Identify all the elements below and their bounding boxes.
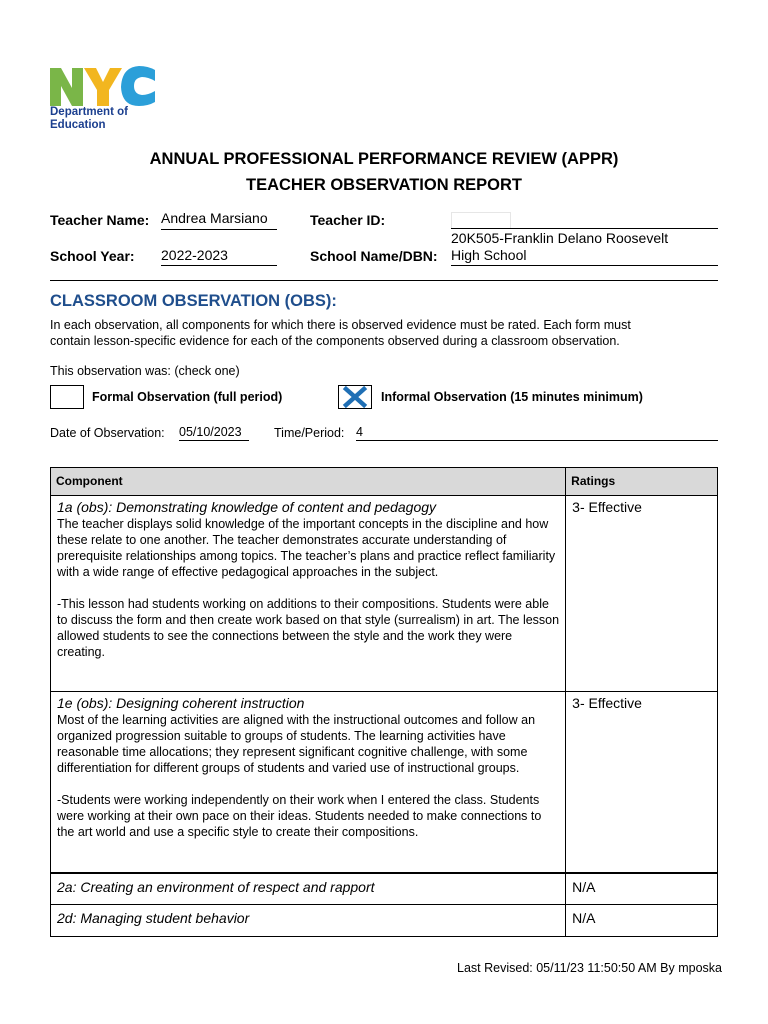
component-column-header: Component xyxy=(51,468,566,496)
time-value: 4 xyxy=(356,425,718,441)
component-title: 1a (obs): Demonstrating knowledge of content and pedagogy xyxy=(57,499,437,515)
component-title: 2a: Creating an environment of respect and rapport xyxy=(57,878,375,895)
rating-value: N/A xyxy=(572,878,596,895)
rating-cell xyxy=(566,873,718,905)
header-divider xyxy=(50,280,718,281)
school-name-line2: High School xyxy=(451,247,718,266)
teacher-id-label: Teacher ID: xyxy=(310,212,386,228)
dept-line2: Education xyxy=(50,119,106,131)
formal-observation-label: Formal Observation (full period) xyxy=(92,390,283,404)
component-cell xyxy=(51,905,566,937)
informal-observation-checkbox[interactable] xyxy=(338,385,372,409)
ratings-column-header: Ratings xyxy=(566,468,718,496)
table-header-row xyxy=(51,468,718,496)
section-intro xyxy=(50,318,720,349)
table-row xyxy=(51,873,718,905)
teacher-id-underline xyxy=(451,228,718,229)
check-prompt: This observation was: (check one) xyxy=(50,364,240,378)
last-revised: Last Revised: 05/11/23 11:50:50 AM By mposka xyxy=(457,961,722,975)
table-row xyxy=(51,692,718,873)
school-name-line1: 20K505-Franklin Delano Roosevelt xyxy=(451,230,669,246)
dept-name xyxy=(50,106,128,132)
component-table xyxy=(50,467,718,937)
table-row xyxy=(51,496,718,692)
component-description: Most of the learning activities are aligned with the instructional outcomes and follow an organized progression suitable to groups of students. The learning activities have reasonable time allocations; they represent significant cognitive challenge, with some differentiation for different groups of students and varied use of instructional groups. xyxy=(57,713,536,775)
table-row xyxy=(51,905,718,937)
component-title: 1e (obs): Designing coherent instruction xyxy=(57,695,305,711)
component-title: 2d: Managing student behavior xyxy=(57,910,250,926)
school-name-label: School Name/DBN: xyxy=(310,248,438,264)
date-value: 05/10/2023 xyxy=(179,425,249,441)
nyc-logo-mark-icon xyxy=(50,66,156,106)
school-year-value: 2022-2023 xyxy=(161,247,277,266)
rating-value: N/A xyxy=(572,910,596,926)
teacher-id-value xyxy=(451,212,511,229)
teacher-name-label: Teacher Name: xyxy=(50,212,150,228)
observation-evidence: -Students were working independently on their work when I entered the class. Students were working at their own pace on their ideas. Students needed to make connections to the art world and use a specific style to create their compositions. xyxy=(57,793,542,839)
component-cell xyxy=(51,496,566,692)
report-title-line1: ANNUAL PROFESSIONAL PERFORMANCE REVIEW (APPR) xyxy=(149,150,619,168)
teacher-name-value: Andrea Marsiano xyxy=(161,210,277,230)
intro-line1: In each observation, all components for which there is observed evidence must be rated. Each form must xyxy=(50,318,631,332)
time-label: Time/Period: xyxy=(274,426,345,440)
informal-observation-label: Informal Observation (15 minutes minimum) xyxy=(381,390,643,404)
school-year-label: School Year: xyxy=(50,248,135,264)
observation-evidence: -This lesson had students working on additions to their compositions. Students were able to discuss the form and then create work based on that style (surrealism) in art. The lesson allowed students to see the connections between the style and the work they were creating. xyxy=(57,597,560,659)
dept-line1: Department of xyxy=(50,106,128,118)
section-heading: CLASSROOM OBSERVATION (OBS): xyxy=(50,292,337,310)
date-label: Date of Observation: xyxy=(50,426,165,440)
rating-value: 3- Effective xyxy=(572,499,642,515)
report-title-line2: TEACHER OBSERVATION REPORT xyxy=(246,176,522,194)
check-x-icon xyxy=(339,386,371,408)
intro-line2: contain lesson-specific evidence for each of the components observed during a classroom observation. xyxy=(50,333,620,348)
rating-cell xyxy=(566,692,718,873)
component-cell xyxy=(51,692,566,873)
rating-cell xyxy=(566,905,718,937)
component-cell xyxy=(51,873,566,905)
component-description: The teacher displays solid knowledge of the important concepts in the discipline and how these relate to one another. The teacher demonstrates accurate understanding of prerequisite relationships among topics. The teacher’s plans and practice reflect familiarity with a wide range of effective pedagogical approaches in the subject. xyxy=(57,517,556,579)
formal-observation-checkbox[interactable] xyxy=(50,385,84,409)
rating-value: 3- Effective xyxy=(572,695,642,711)
rating-cell xyxy=(566,496,718,692)
